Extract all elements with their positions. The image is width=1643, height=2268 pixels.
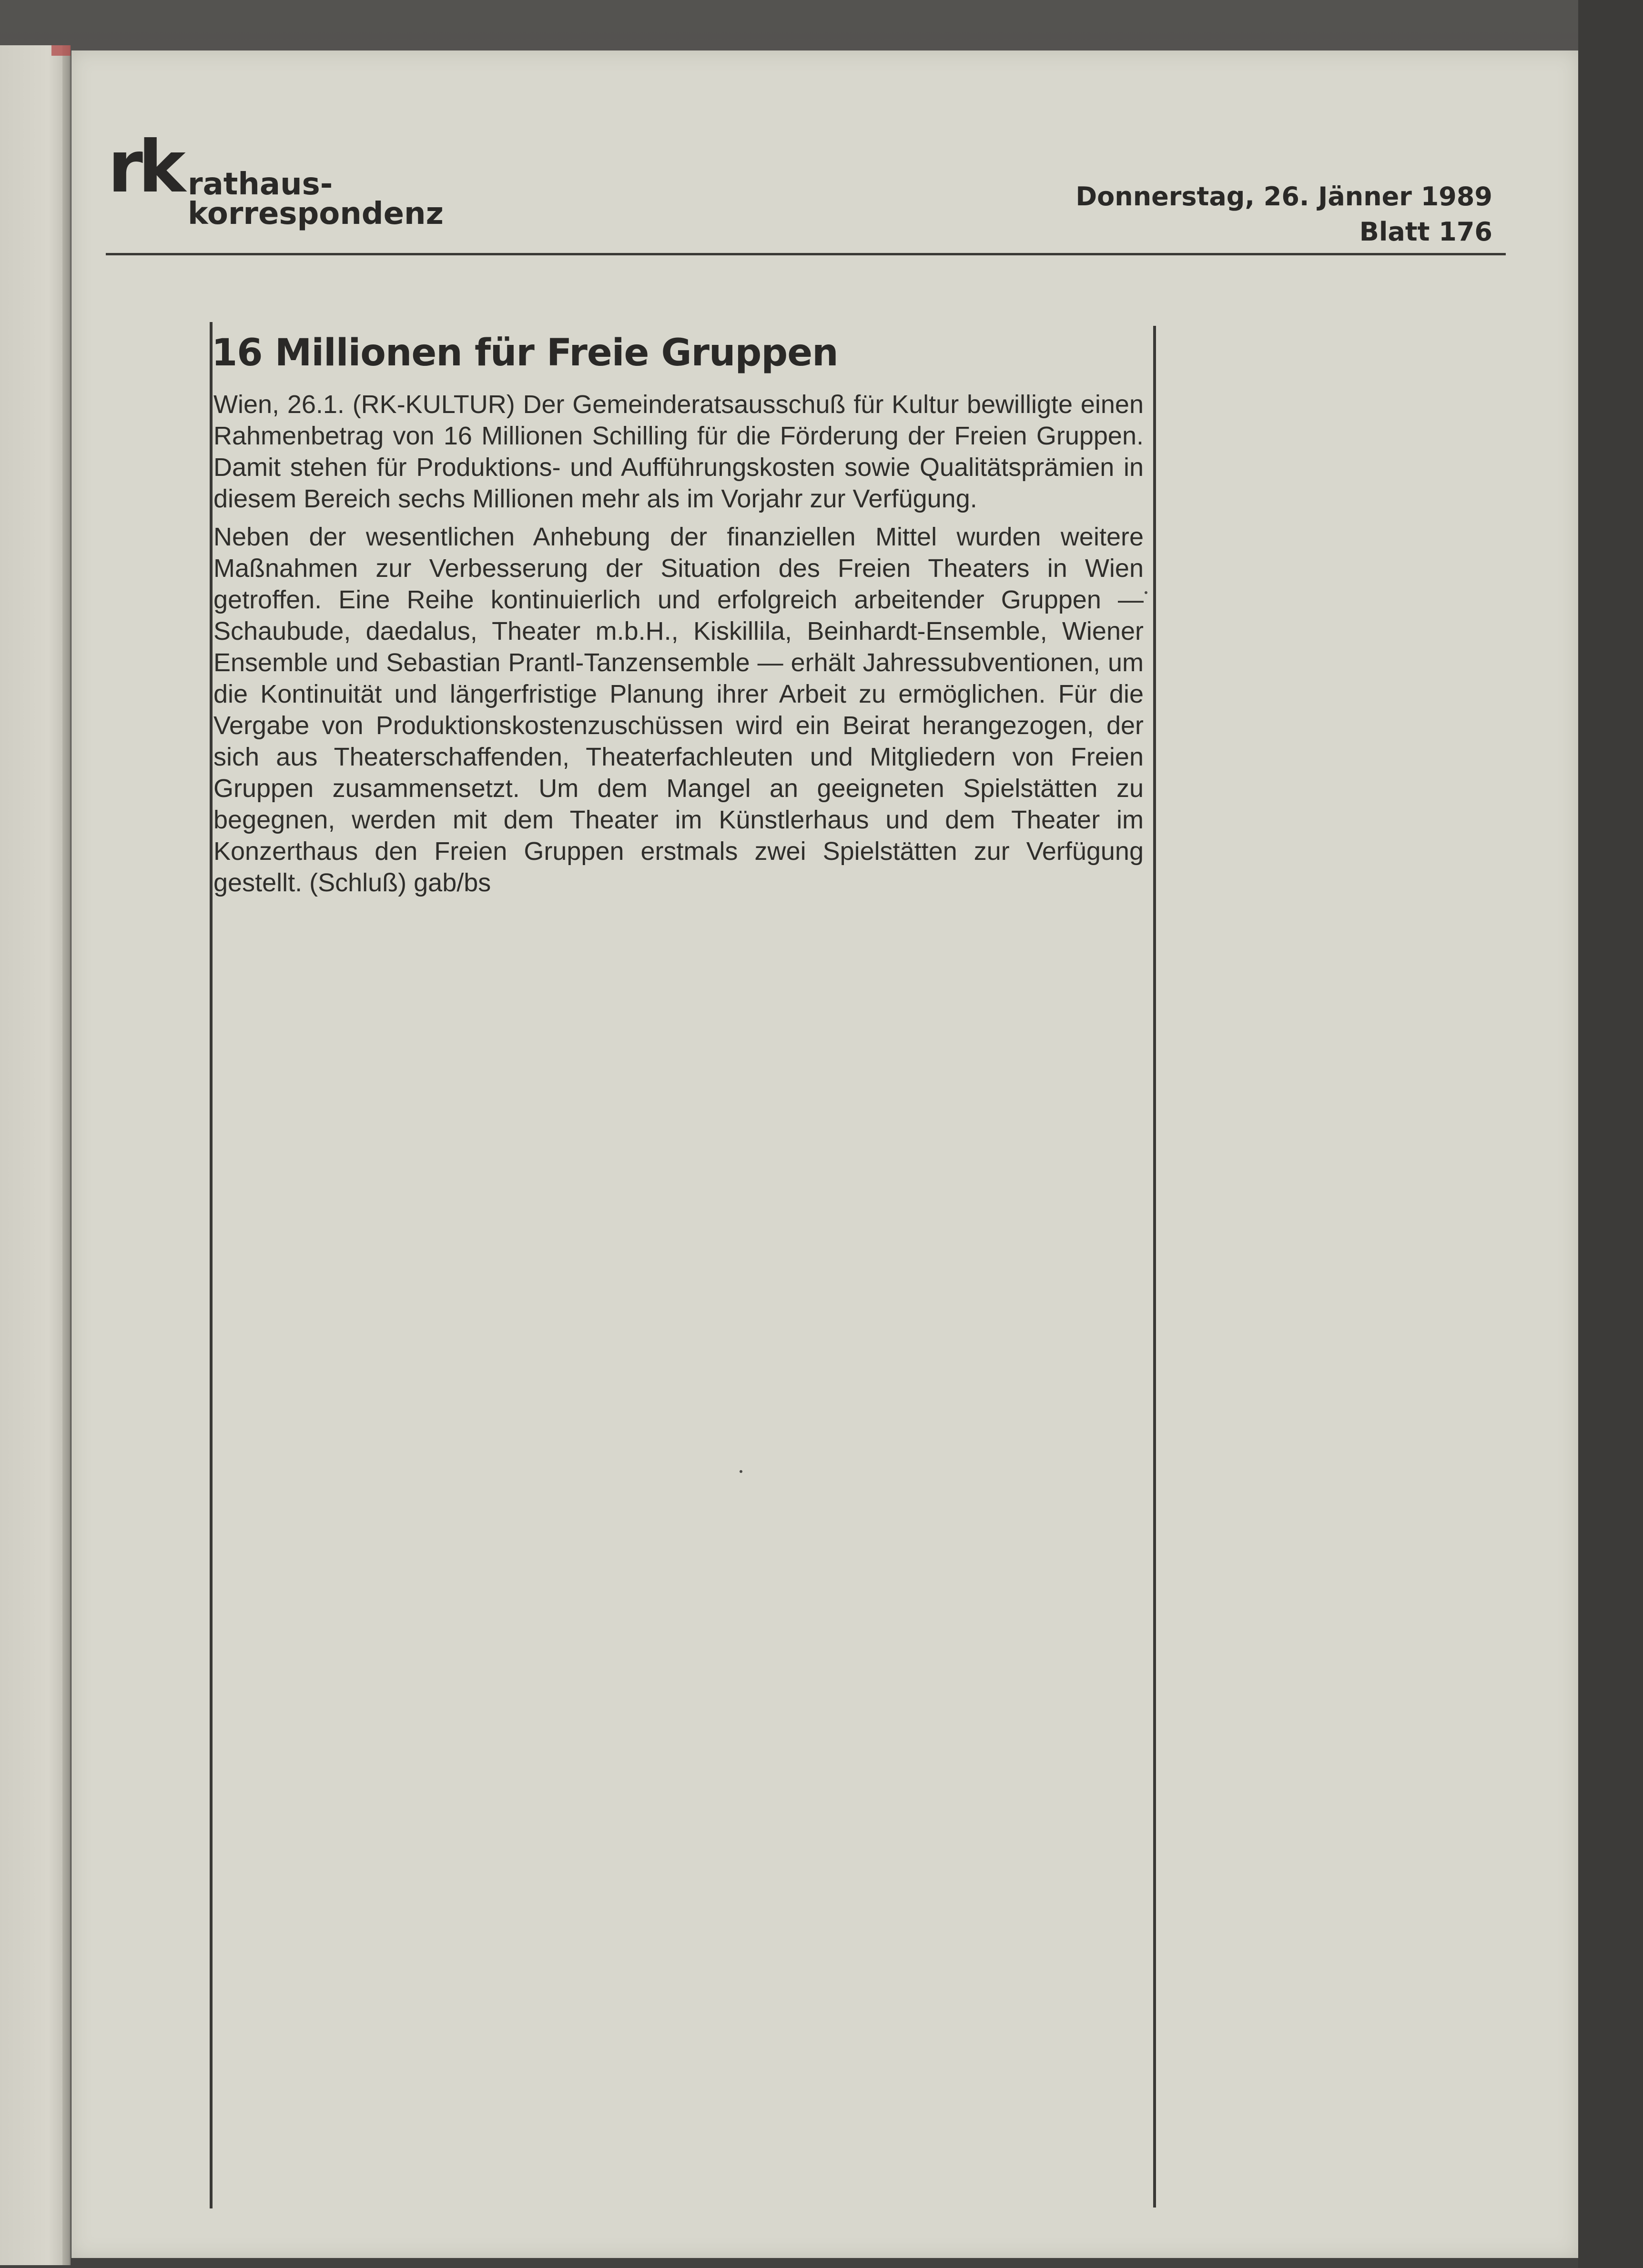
article-headline: 16 Millionen für Freie Gruppen (212, 332, 838, 374)
article-paragraph: Neben der wesentlichen Anhebung der finanziellen Mittel wurden weitere Maßnahmen zur Verbesserung der Situation des Freien Theaters in Wien getroffen. Eine Reihe kontinuierlich und erfolgreich arbeitender Gruppen — Schaubude, daedalus, Theater m.b.H., Kiskillila, Beinhardt-Ensemble, Wiener Ensemble und Sebastian Prantl-Tanzensemble — erhält Jahressubventionen, um die Kontinuität und längerfristige Planung ihrer Arbeit zu ermöglichen. Für die Vergabe von Produktionskostenzuschüssen wird ein Beirat herangezogen, der sich aus Theaterschaffenden, Theaterfachleuten und Mitgliedern von Freien Gruppen zusammensetzt. Um dem Mangel an geeigneten Spielstätten zu begegnen, werden mit dem Theater im Künstlerhaus und dem Theater im Konzerthaus den Freien Gruppen erstmals zwei Spielstätten zur Verfügung gestellt. (Schluß) gab/bs (213, 523, 1144, 897)
logo-mark: rk (108, 126, 181, 209)
sheet-number: Blatt 176 (1359, 217, 1492, 247)
scan-border-right (1578, 0, 1643, 2268)
issue-date: Donnerstag, 26. Jänner 1989 (1075, 181, 1492, 212)
red-tab-mark (51, 45, 71, 56)
article-paragraph: Wien, 26.1. (RK-KULTUR) Der Gemeinderatsausschuß für Kultur bewilligte einen Rahmenbetrag von 16 Millionen Schilling für die Förderung der Freien Gruppen. Damit stehen für Produktions- und Aufführungskosten sowie Qualitätsprämien in diesem Bereich sechs Millionen mehr als im Vorjahr zur Verfügung. (213, 390, 1144, 513)
adjacent-page-edge (0, 45, 71, 2265)
header-divider (106, 253, 1506, 255)
article-frame-left (210, 322, 213, 2208)
document-page (71, 50, 1578, 2258)
issue-info (1075, 179, 1492, 250)
page-spine (62, 45, 69, 2265)
article-body (213, 389, 1144, 905)
logo-line-1: rathaus- (188, 167, 333, 202)
paper-speck (740, 1470, 742, 1473)
logo-line-2: korrespondenz (188, 196, 444, 232)
paper-speck (1145, 591, 1147, 594)
logo-wordmark (188, 167, 444, 232)
article-frame-right (1153, 326, 1156, 2208)
